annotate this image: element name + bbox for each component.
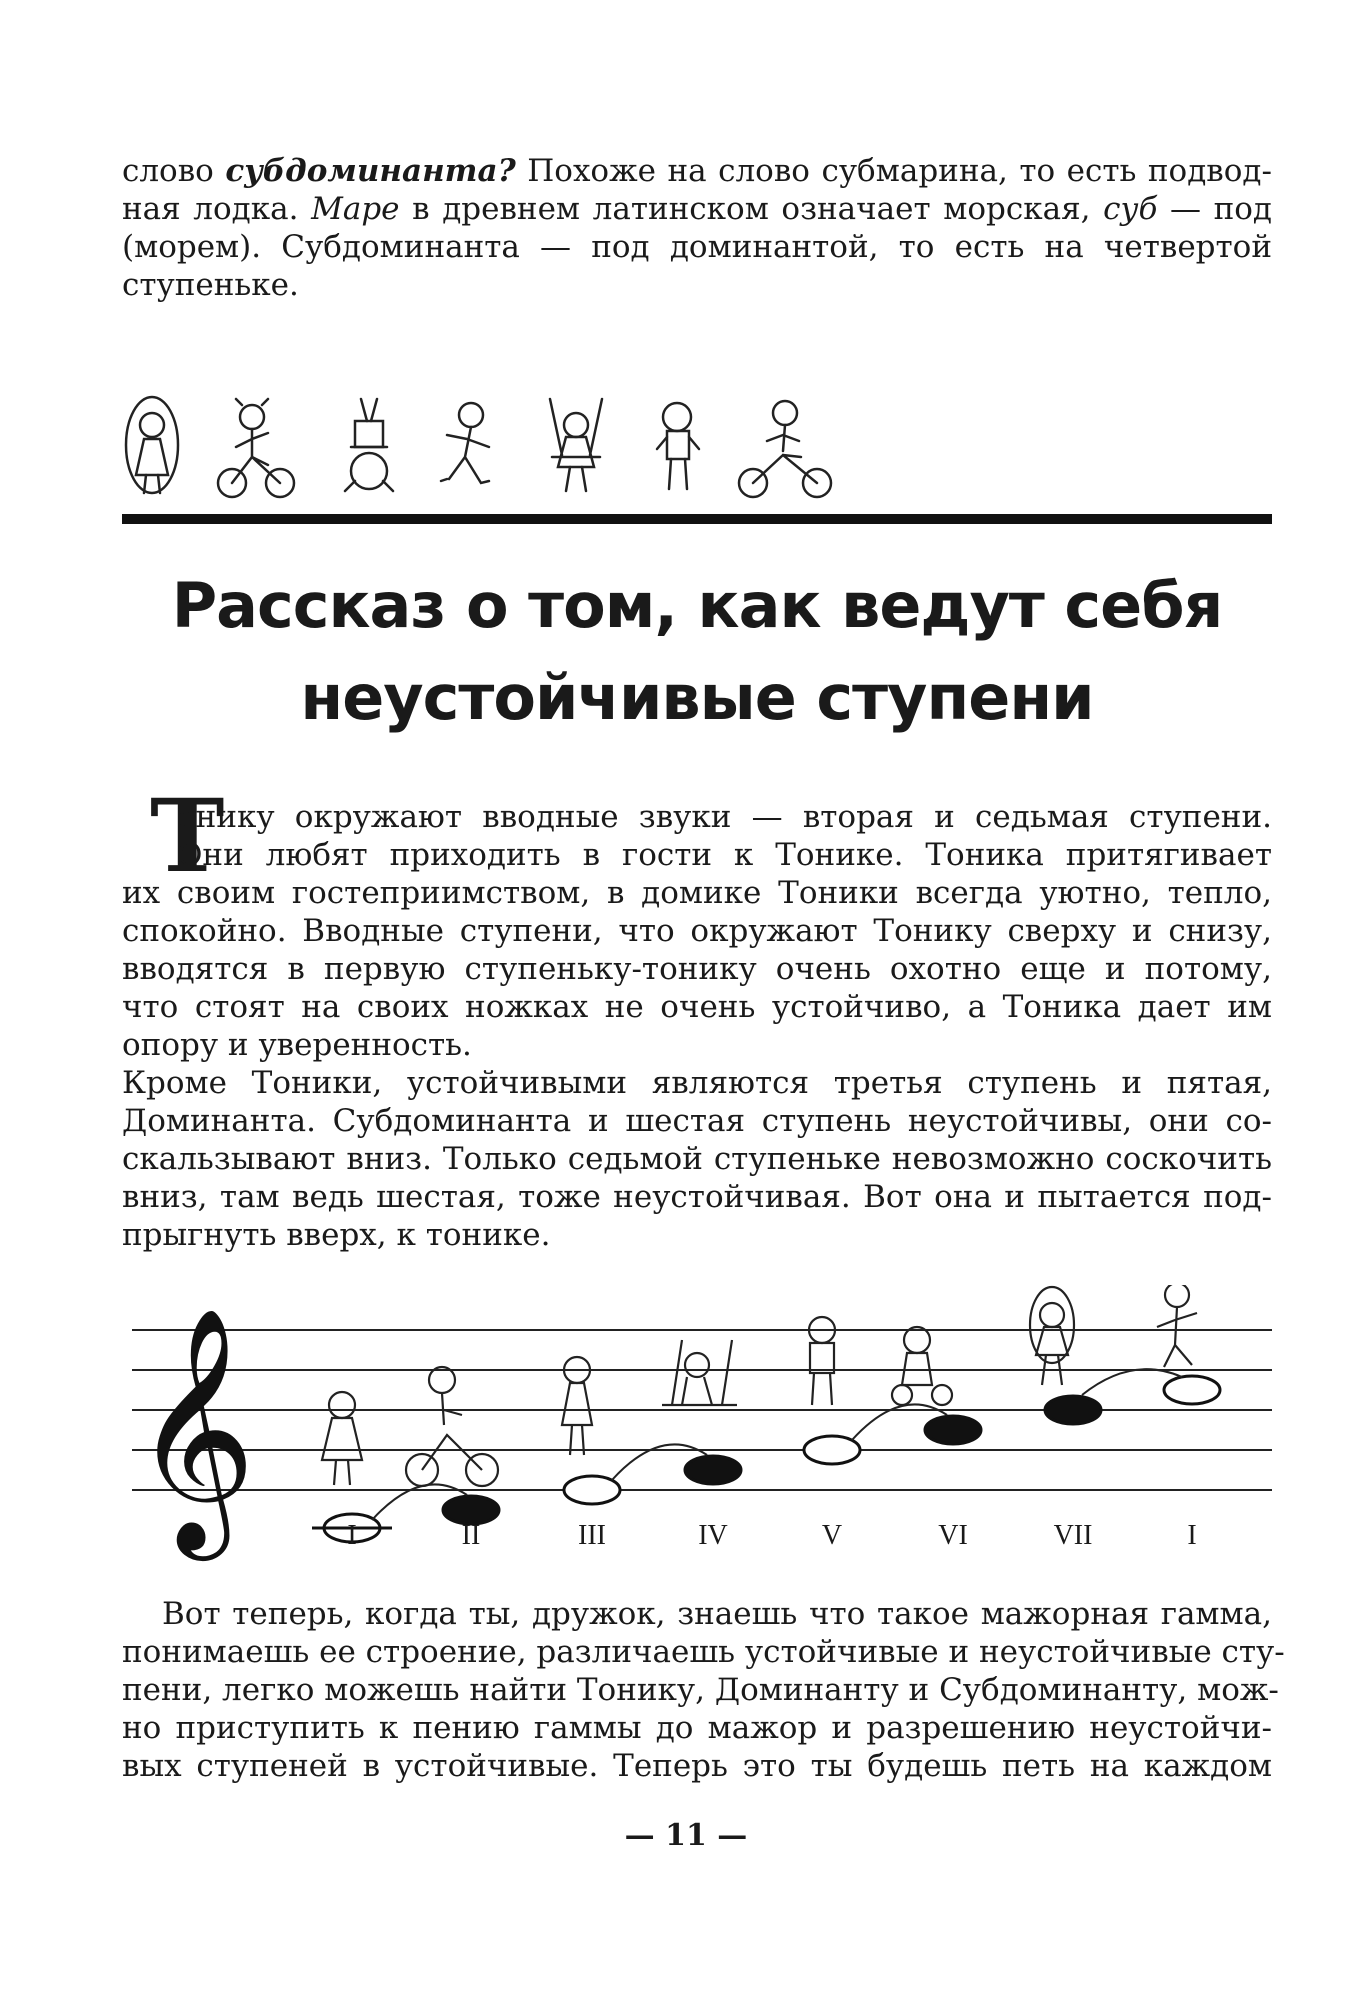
body-line: Доминанта. Субдоминанта и шестая ступень неустойчивы, они со- — [122, 1103, 1272, 1139]
kid-doodle-1 — [322, 1392, 362, 1485]
intro-line: ступеньке. — [122, 267, 299, 303]
body-line: но приступить к пению гаммы до мажор и разрешению неустойчи- — [122, 1710, 1272, 1746]
boy-bike-doodle — [739, 401, 831, 497]
intro-line: (морем). Субдоминанта — под доминантой, то есть на четвертой — [122, 229, 1272, 265]
body-line: опору и уверенность. — [122, 1027, 472, 1063]
drop-cap: Т — [150, 777, 225, 895]
note-5 — [804, 1436, 860, 1464]
degree-label: VI — [938, 1520, 968, 1551]
kids-doodle-row — [122, 395, 842, 505]
page-number: — 11 — — [624, 1818, 748, 1853]
running-kid-doodle — [441, 403, 489, 483]
section-heading: Рассказ о том, как ведут себя неустойчивые ступени — [171, 569, 1223, 734]
upside-down-kid-doodle — [345, 399, 393, 491]
body-paragraph-3 — [122, 1595, 1285, 1785]
degree-label: I — [1187, 1520, 1197, 1551]
degree-label: II — [461, 1520, 481, 1551]
kid-bike-doodle — [218, 399, 294, 497]
kid-doodle-3 — [562, 1357, 592, 1455]
note-3 — [564, 1476, 620, 1504]
intro-line: слово субдоминанта? Похоже на слово субмарина, то есть подвод- — [122, 153, 1272, 189]
kid-doodle-2 — [406, 1367, 498, 1486]
body-line: вых ступеней в устойчивые. Теперь это ты будешь петь на каждом — [122, 1748, 1272, 1784]
scale-degree-labels — [122, 1520, 1272, 1560]
body-line: вниз, там ведь шестая, тоже неустойчивая. Вот она и пытается под- — [122, 1179, 1272, 1215]
body-line: пени, легко можешь найти Тонику, Доминанту и Субдоминанту, мож- — [122, 1672, 1279, 1708]
girl-swing-doodle — [550, 399, 602, 491]
degree-label: V — [821, 1520, 843, 1551]
note-6 — [925, 1416, 981, 1444]
body-line: скальзывают вниз. Только седьмой ступеньке невозможно соскочить — [122, 1141, 1272, 1177]
kid-doodle-8 — [1157, 1285, 1197, 1367]
body-line: Они любят приходить в гости к Тонике. Тоника притягивает — [177, 837, 1272, 873]
note-4 — [685, 1456, 741, 1484]
intro-line: ная лодка. Маре в древнем латинском означает морская, суб — под — [122, 191, 1272, 227]
body-line: понимаешь ее строение, различаешь устойчивые и неустойчивые сту- — [122, 1634, 1285, 1670]
degree-label: IV — [698, 1520, 728, 1551]
kid-doodle-4 — [662, 1340, 737, 1405]
standing-boy-doodle — [657, 403, 699, 489]
body-line: Вот теперь, когда ты, дружок, знаешь что такое мажорная гамма, — [162, 1596, 1272, 1632]
body-line: прыгнуть вверх, к тонике. — [122, 1217, 551, 1253]
girl-jumprope-doodle — [126, 397, 178, 493]
kid-doodle-6 — [892, 1327, 952, 1405]
body-line: что стоят на своих ножках не очень устойчиво, а Тоника дает им — [122, 989, 1272, 1025]
body-line: спокойно. Вводные ступени, что окружают Тонику сверху и снизу, — [122, 913, 1272, 949]
degree-label: I — [347, 1520, 357, 1551]
term-subdominant: субдоминанта? — [225, 153, 516, 189]
section-divider — [122, 514, 1272, 524]
body-line: Кроме Тоники, устойчивыми являются третья ступень и пятая, — [122, 1065, 1272, 1101]
degree-label: III — [578, 1520, 606, 1551]
note-8 — [1164, 1376, 1220, 1404]
body-line: их своим гостеприимством, в домике Тоники всегда уютно, тепло, — [122, 875, 1272, 911]
body-line: вводятся в первую ступеньку-тонику очень охотно еще и потому, — [122, 951, 1272, 987]
body-paragraph-1 — [122, 777, 1272, 1254]
degree-label: VII — [1053, 1520, 1093, 1551]
intro-paragraph — [122, 152, 1272, 304]
note-7 — [1045, 1396, 1101, 1424]
treble-clef-icon: 𝄞 — [132, 1305, 257, 1550]
body-line: онику окружают вводные звуки — вторая и седьмая ступени. — [177, 799, 1272, 835]
